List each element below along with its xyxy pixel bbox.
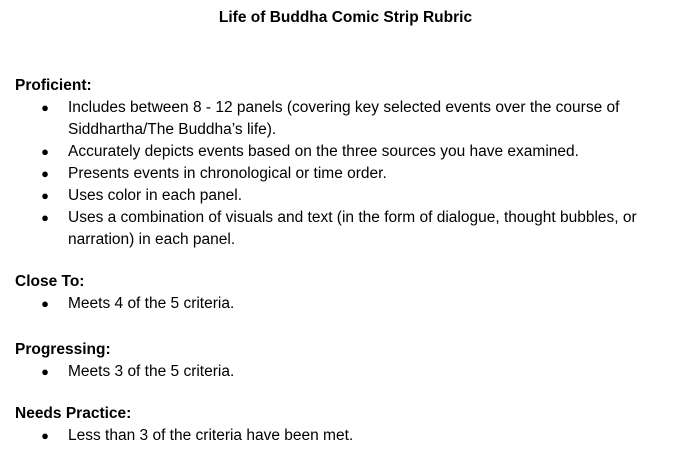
list-item: [15, 141, 685, 163]
section-proficient: [15, 75, 685, 251]
bullet-icon: ●: [41, 144, 49, 159]
list-item: [15, 185, 685, 207]
list-item: [15, 361, 685, 383]
list-item-text: Meets 4 of the 5 criteria.: [68, 295, 235, 312]
list-item-text: Accurately depicts events based on the three sources you have examined.: [68, 143, 579, 160]
list-item: [15, 97, 685, 141]
section-progressing: [15, 339, 685, 383]
list-item-text: Uses a combination of visuals and text (in the form of dialogue, thought bubbles, or narration) in each panel.: [68, 209, 637, 248]
bullet-icon: ●: [41, 166, 49, 181]
bullet-icon: ●: [41, 210, 49, 225]
bullet-icon: ●: [41, 364, 49, 379]
list-item-text: Meets 3 of the 5 criteria.: [68, 363, 235, 380]
list-item: [15, 293, 685, 315]
list-item-text: Uses color in each panel.: [68, 187, 243, 204]
list-item-text: Presents events in chronological or time order.: [68, 165, 387, 182]
bullet-icon: ●: [41, 296, 49, 311]
section-needs-practice: [15, 403, 685, 447]
bullet-icon: ●: [41, 188, 49, 203]
bullet-icon: ●: [41, 428, 49, 443]
section-heading: Close To:: [15, 273, 85, 290]
document-title: Life of Buddha Comic Strip Rubric: [218, 9, 473, 26]
bullet-icon: ●: [41, 100, 49, 115]
section-heading: Needs Practice:: [15, 405, 132, 422]
section-close-to: [15, 271, 685, 315]
criteria-list: [15, 425, 685, 447]
list-item: [15, 207, 685, 251]
section-heading: Progressing:: [15, 341, 111, 358]
criteria-list: [15, 97, 685, 251]
list-item-text: Less than 3 of the criteria have been met.: [68, 427, 354, 444]
criteria-list: [15, 361, 685, 383]
list-item: [15, 163, 685, 185]
criteria-list: [15, 293, 685, 315]
list-item-text: Includes between 8 - 12 panels (covering key selected events over the course of Siddhartha/The Buddha’s life).: [68, 99, 620, 138]
section-heading: Proficient:: [15, 77, 92, 94]
list-item: [15, 425, 685, 447]
